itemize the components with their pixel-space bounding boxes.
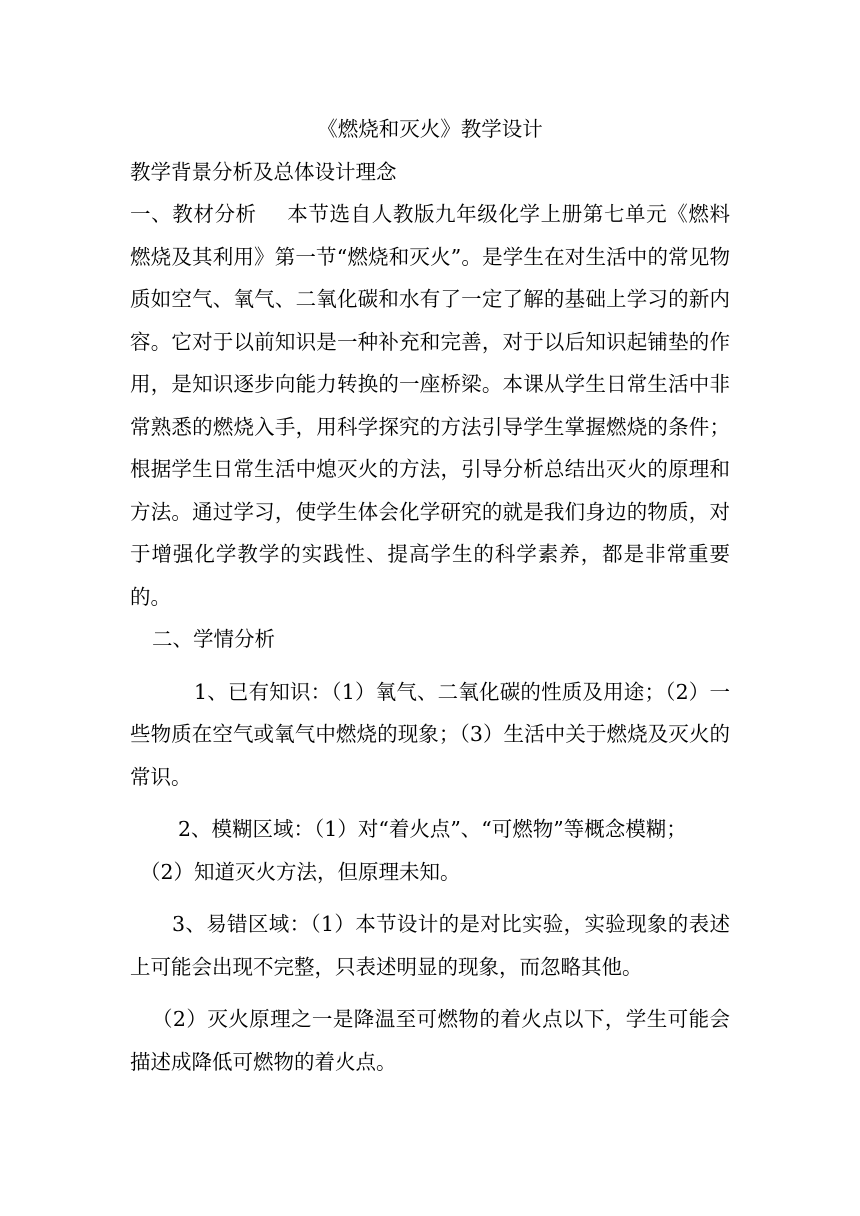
error-prone-areas-paragraph: 3、易错区域：（1）本节设计的是对比实验，实验现象的表述上可能会出现不完整，只表述明显的现象，而忽略其他。 [130, 912, 730, 979]
vague-areas-line-2: （2）知道灭火方法，但原理未知。 [140, 859, 461, 884]
textbook-analysis-paragraph [130, 193, 730, 618]
student-analysis-heading: 二、学情分析 [152, 627, 275, 651]
section-heading: 教学背景分析及总体设计理念 [130, 159, 397, 184]
existing-knowledge-paragraph: 1、已有知识：（1）氧气、二氧化碳的性质及用途；（2）一些物质在空气或氧气中燃烧的现象；（3）生活中关于燃烧及灭火的常识。 [130, 679, 730, 789]
document-content [130, 108, 730, 1083]
vague-areas-line-1: 2、模糊区域：（1）对“着火点”、“可燃物”等概念模糊； [178, 817, 687, 841]
textbook-analysis-label: 一、教材分析 [130, 202, 257, 226]
extinguishing-principle-paragraph: （2）灭火原理之一是降温至可燃物的着火点以下，学生可能会描述成降低可燃物的着火点。 [130, 1007, 730, 1074]
document-title: 《燃烧和灭火》教学设计 [317, 117, 543, 141]
textbook-analysis-body: 本节选自人教版九年级化学上册第七单元《燃料燃烧及其利用》第一节“燃烧和灭火”。是学生在对生活中的常见物质如空气、氧气、二氧化碳和水有了一定了解的基础上学习的新内容。它对于以前知识是一种补充和完善，对于以后知识起铺垫的作用，是知识逐步向能力转换的一座桥梁。本课从学生日常生活中非常熟悉的燃烧入手，用科学探究的方法引导学生掌握燃烧的条件；根据学生日常生活中熄灭火的方法，引导分析总结出灭火的原理和方法。通过学习，使学生体会化学研究的就是我们身边的物质，对于增强化学教学的实践性、提高学生的科学素养，都是非常重要的。 [130, 202, 731, 609]
